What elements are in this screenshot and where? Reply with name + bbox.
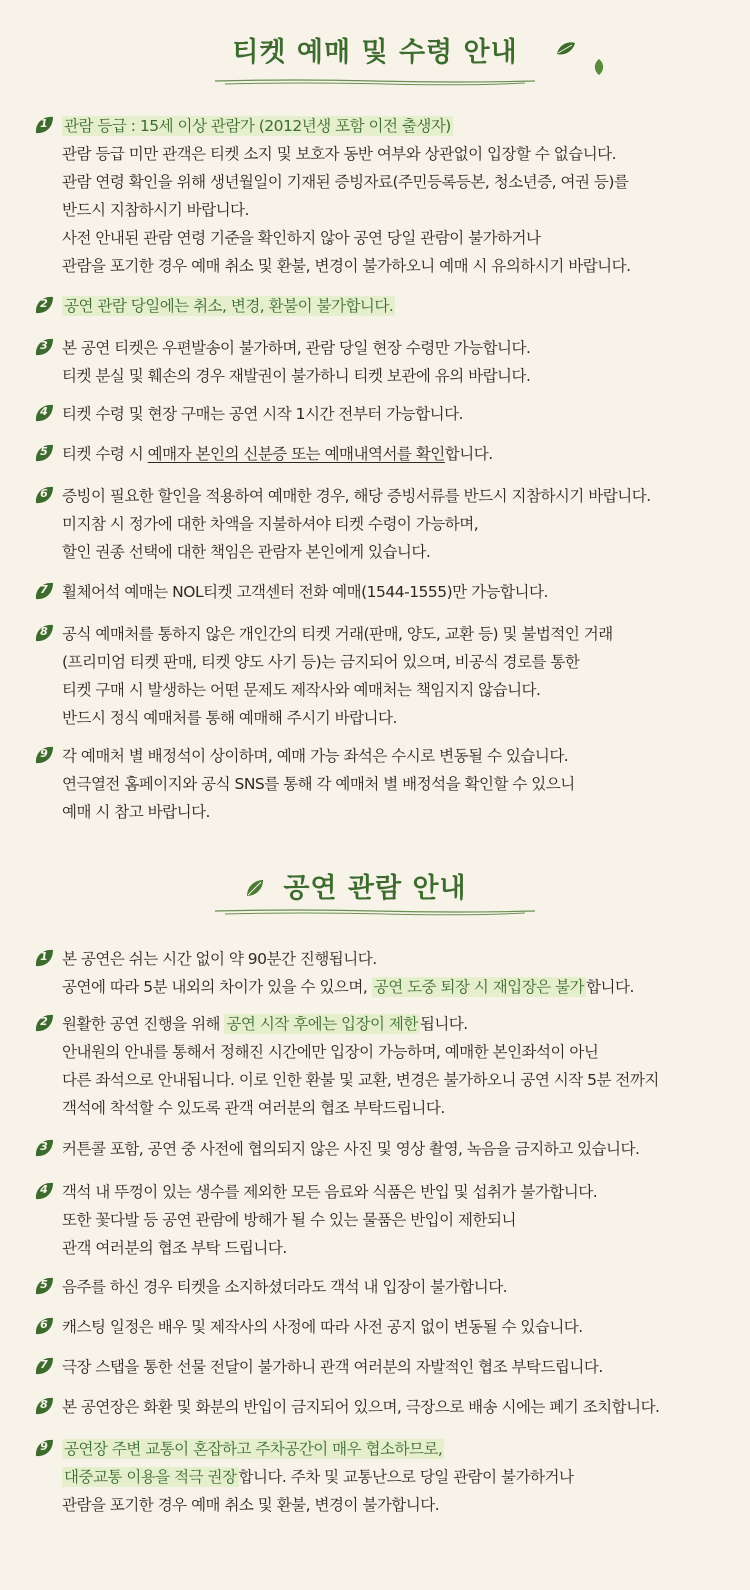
emphasized-text: 공연 관람 당일에는 취소, 변경, 환불이 불가합니다.: [64, 297, 394, 315]
body-text: 티켓 구매 시 발생하는 어떤 문제도 제작사와 예매처는 책임지지 않습니다.: [62, 681, 541, 699]
item-text-line: [62, 742, 742, 770]
item-text-line: [62, 1234, 742, 1262]
item-number: 6: [40, 1318, 48, 1331]
leaf-number-icon: [34, 1013, 54, 1033]
body-text: 또한 꽃다발 등 공연 관람에 방해가 될 수 있는 물품은 반입이 제한되니: [62, 1211, 516, 1229]
item-text-line: [62, 292, 742, 320]
body-text: 사전 안내된 관람 연령 기준을 확인하지 않아 공연 당일 관람이 불가하거나: [62, 229, 541, 247]
leaf-number-icon: [34, 745, 54, 765]
body-text: 본 공연은 쉬는 시간 없이 약 90분간 진행됩니다.: [62, 950, 377, 968]
body-text: 관람을 포기한 경우 예매 취소 및 환불, 변경이 불가합니다.: [62, 1496, 440, 1514]
item-text-line: [62, 1178, 742, 1206]
item-text-line: [62, 168, 742, 196]
body-text: 원활한 공연 진행을 위해: [62, 1015, 225, 1033]
body-text: 할인 권종 선택에 대한 책임은 관람자 본인에게 있습니다.: [62, 543, 431, 561]
leaf-number-icon: [34, 1316, 54, 1336]
item-number: 8: [40, 625, 48, 638]
emphasized-text: 대중교통 이용을 적극 권장: [64, 1468, 237, 1486]
body-text: 관람 등급 미만 관객은 티켓 소지 및 보호자 동반 여부와 상관없이 입장할 수 없습니다.: [62, 145, 617, 163]
item-number: 2: [40, 297, 48, 310]
item-text-line: [62, 482, 742, 510]
title-underline: [215, 78, 535, 86]
leaf-number-icon: [34, 1396, 54, 1416]
item-number: 1: [40, 950, 48, 963]
leaf-number-icon: [34, 1276, 54, 1296]
body-text: 연극열전 홈페이지와 공식 SNS를 통해 각 예매처 별 배정석을 확인할 수 있으니: [62, 775, 575, 793]
leaf-icon: [555, 40, 577, 58]
item-number: 7: [40, 1358, 48, 1371]
body-text: 본 공연장은 화환 및 화분의 반입이 금지되어 있으며, 극장으로 배송 시에는 폐기 조치합니다.: [62, 1398, 660, 1416]
emphasized-text: 공연장 주변 교통이 혼잡하고 주차공간이 매우 협소하므로,: [64, 1440, 443, 1458]
item-number: 1: [40, 117, 48, 130]
item-text-line: [62, 400, 742, 428]
item-text-line: [62, 648, 742, 676]
section-title-ticketing: 티켓 예매 및 수령 안내: [232, 37, 518, 68]
item-text-line: [62, 362, 742, 390]
body-text: 티켓 수령 시: [62, 445, 148, 463]
item-text-line: [62, 538, 742, 566]
body-text: (프리미엄 티켓 판매, 티켓 양도 사기 등)는 금지되어 있으며, 비공식 경로를 통한: [62, 653, 580, 671]
body-text: 증빙이 필요한 할인을 적용하여 예매한 경우, 해당 증빙서류를 반드시 지참하시기 바랍니다.: [62, 487, 651, 505]
item-text-line: [62, 1313, 742, 1341]
body-text: 본 공연 티켓은 우편발송이 불가하며, 관람 당일 현장 수령만 가능합니다.: [62, 339, 531, 357]
item-number: 9: [40, 747, 48, 760]
item-text-line: [62, 334, 742, 362]
item-number: 9: [40, 1440, 48, 1453]
item-text-line: [62, 510, 742, 538]
body-text: 캐스팅 일정은 배우 및 제작사의 사정에 따라 사전 공지 없이 변동될 수 있습니다.: [62, 1318, 583, 1336]
item-text-line: [62, 578, 742, 606]
leaf-number-icon: [34, 581, 54, 601]
leaf-number-icon: [34, 1138, 54, 1158]
item-text-line: [62, 1094, 742, 1122]
item-text-line: [62, 1010, 742, 1038]
item-text-line: [62, 973, 742, 1001]
body-text: 커튼콜 포함, 공연 중 사전에 협의되지 않은 사진 및 영상 촬영, 녹음을 금지하고 있습니다.: [62, 1140, 640, 1158]
item-number: 4: [40, 1183, 48, 1196]
item-number: 7: [40, 583, 48, 596]
item-number: 3: [40, 1140, 48, 1153]
item-text-line: [62, 704, 742, 732]
body-text: 안내원의 안내를 통해서 정해진 시간에만 입장이 가능하며, 예매한 본인좌석이 아닌: [62, 1043, 599, 1061]
item-text-line: [62, 798, 742, 826]
body-text: 관람 연령 확인을 위해 생년월일이 기재된 증빙자료(주민등록등본, 청소년증, 여권 등)를: [62, 173, 629, 191]
item-text-line: [62, 252, 742, 280]
item-number: 6: [40, 487, 48, 500]
leaf-number-icon: [34, 948, 54, 968]
section-title-viewing: 공연 관람 안내: [283, 873, 467, 904]
item-text-line: [62, 196, 742, 224]
body-text: 휠체어석 예매는 NOL티켓 고객센터 전화 예매(1544-1555)만 가능합니다.: [62, 583, 548, 601]
leaf-number-icon: [34, 1181, 54, 1201]
body-text: 합니다.: [444, 445, 493, 463]
leaf-number-icon: [34, 295, 54, 315]
item-text-line: [62, 945, 742, 973]
leaf-number-icon: [34, 1438, 54, 1458]
leaf-number-icon: [34, 337, 54, 357]
item-text-line: [62, 1435, 742, 1463]
body-text: 각 예매처 별 배정석이 상이하며, 예매 가능 좌석은 수시로 변동될 수 있습니다.: [62, 747, 569, 765]
emphasized-text: 관람 등급 : 15세 이상 관람가 (2012년생 포함 이전 출생자): [64, 117, 451, 135]
item-text-line: [62, 112, 742, 140]
leaf-number-icon: [34, 485, 54, 505]
body-text: 관람을 포기한 경우 예매 취소 및 환불, 변경이 불가하오니 예매 시 유의하시기 바랍니다.: [62, 257, 631, 275]
body-text: 관객 여러분의 협조 부탁 드립니다.: [62, 1239, 287, 1257]
item-text-line: [62, 1353, 742, 1381]
body-text: 합니다.: [586, 978, 634, 996]
emphasized-text: 공연 도중 퇴장 시 재입장은 불가: [373, 978, 585, 996]
emphasized-text: 공연 시작 후에는 입장이 제한: [226, 1015, 418, 1033]
body-text: 티켓 분실 및 훼손의 경우 재발권이 불가하니 티켓 보관에 유의 바랍니다.: [62, 367, 531, 385]
item-number: 5: [40, 445, 48, 458]
item-text-line: [62, 620, 742, 648]
body-text: 객석에 착석할 수 있도록 관객 여러분의 협조 부탁드립니다.: [62, 1099, 445, 1117]
item-text-line: [62, 224, 742, 252]
body-text: 반드시 정식 예매처를 통해 예매해 주시기 바랍니다.: [62, 709, 397, 727]
item-text-line: [62, 1135, 742, 1163]
item-text-line: [62, 440, 742, 468]
item-number: 2: [40, 1015, 48, 1028]
leaf-number-icon: [34, 403, 54, 423]
leaf-icon: [592, 58, 606, 76]
body-text: 공연에 따라 5분 내외의 차이가 있을 수 있으며,: [62, 978, 372, 996]
item-text-line: [62, 1038, 742, 1066]
item-text-line: [62, 140, 742, 168]
body-text: 공식 예매처를 통하지 않은 개인간의 티켓 거래(판매, 양도, 교환 등) 및 불법적인 거래: [62, 625, 613, 643]
item-text-line: [62, 1393, 742, 1421]
body-text: 음주를 하신 경우 티켓을 소지하셨더라도 객석 내 입장이 불가합니다.: [62, 1278, 508, 1296]
body-text: 됩니다.: [419, 1015, 468, 1033]
emphasized-text: 예매자 본인의 신분증 또는 예매내역서를 확인: [147, 445, 445, 463]
body-text: 합니다. 주차 및 교통난으로 당일 관람이 불가하거나: [238, 1468, 574, 1486]
body-text: 반드시 지참하시기 바랍니다.: [62, 201, 249, 219]
leaf-number-icon: [34, 115, 54, 135]
body-text: 극장 스탭을 통한 선물 전달이 불가하니 관객 여러분의 자발적인 협조 부탁드립니다.: [62, 1358, 603, 1376]
leaf-number-icon: [34, 623, 54, 643]
body-text: 객석 내 뚜껑이 있는 생수를 제외한 모든 음료와 식품은 반입 및 섭취가 불가합니다.: [62, 1183, 598, 1201]
leaf-number-icon: [34, 443, 54, 463]
item-text-line: [62, 1206, 742, 1234]
body-text: 미지참 시 정가에 대한 차액을 지불하셔야 티켓 수령이 가능하며,: [62, 515, 479, 533]
body-text: 티켓 수령 및 현장 구매는 공연 시작 1시간 전부터 가능합니다.: [62, 405, 463, 423]
item-number: 8: [40, 1398, 48, 1411]
item-text-line: [62, 1273, 742, 1301]
item-text-line: [62, 1463, 742, 1491]
body-text: 예매 시 참고 바랍니다.: [62, 803, 210, 821]
leaf-number-icon: [34, 1356, 54, 1376]
item-text-line: [62, 676, 742, 704]
item-text-line: [62, 1491, 742, 1519]
body-text: 다른 좌석으로 안내됩니다. 이로 인한 환불 및 교환, 변경은 불가하오니 공연 시작 5분 전까지: [62, 1071, 659, 1089]
item-text-line: [62, 1066, 742, 1094]
item-number: 4: [40, 405, 48, 418]
title-underline: [215, 908, 535, 916]
item-text-line: [62, 770, 742, 798]
item-number: 5: [40, 1278, 48, 1291]
item-number: 3: [40, 339, 48, 352]
